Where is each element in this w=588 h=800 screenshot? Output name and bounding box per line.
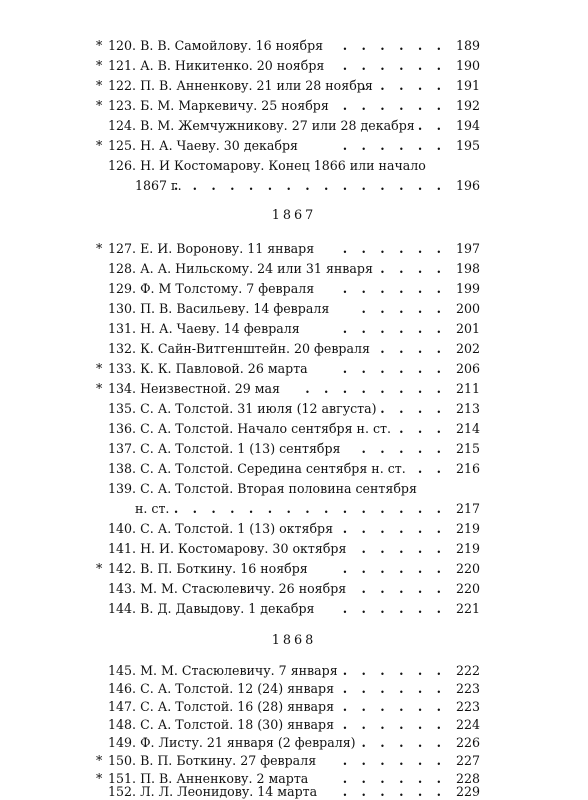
entry-page: 194 [455,118,480,133]
entry-text: С. А. Толстой. 1 (13) октября [140,521,334,536]
entry-number: 144. [108,601,137,616]
entry-leader: . . . . . . [342,98,446,113]
entry-number: 129. [108,281,137,296]
entry-leader: . . . . . [361,581,446,596]
entry-leader: . . . . . . [342,681,446,696]
entry-number: 122. [108,78,137,93]
toc-entry [108,715,480,735]
entry-leader: . . . . . . [342,601,446,616]
entry-text: С. А. Толстой. 31 июля (12 августа) [140,401,377,416]
entry-page: 211 [455,381,480,396]
toc-entry [96,751,480,771]
entry-number: 127. [108,241,137,256]
entry-page: 214 [455,421,480,436]
toc-entry [108,539,480,559]
entry-text: Е. И. Воронову. 11 января [140,241,315,256]
entry-number: 147. [108,699,137,714]
entry-text: С. А. Толстой. Середина сентября н. ст. [140,461,406,476]
entry-star: * [96,361,103,376]
entry-text: К. Сайн-Витгенштейн. 20 февраля [140,341,370,356]
toc-entry [108,733,480,753]
toc-entry [108,679,480,699]
entry-leader: . . . . . . [342,717,446,732]
entry-number: 130. [108,301,137,316]
entry-leader: . . . . . . [342,699,446,714]
entry-page: 220 [455,581,480,596]
toc-entry [108,116,480,136]
entry-page: 221 [455,601,480,616]
entry-leader: . . . . . . . . [305,381,446,396]
entry-leader: . . . . . [361,441,446,456]
entry-text: С. А. Толстой. 18 (30) января [140,717,335,732]
entry-star: * [96,138,103,153]
entry-text: А. В. Никитенко. 20 ноября [140,58,325,73]
entry-page: 228 [455,771,480,786]
entry-page: 229 [455,784,480,799]
entry-page: 217 [455,501,480,516]
entry-number: 128. [108,261,137,276]
toc-entry [108,697,480,717]
toc-entry [96,96,480,116]
entry-leader: . . . . . . [342,281,446,296]
entry-page: 226 [455,735,480,750]
entry-page: 219 [455,521,480,536]
entry-page: 199 [455,281,480,296]
toc-entry [108,785,480,799]
entry-text: Л. Л. Леонидову. 14 марта [140,784,318,799]
toc-entry [108,156,480,176]
entry-text: К. К. Павловой. 26 марта [140,361,308,376]
toc-entry [108,661,480,681]
entry-text: Н. И. Костомарову. 30 октября [140,541,347,556]
entry-text: н. ст. [135,501,170,516]
entry-text: Ф. Листу. 21 января (2 февраля) [140,735,356,750]
entry-leader: . . . . [380,401,446,416]
entry-number: 152. [108,784,137,799]
entry-leader: . . . . . . . . . . . . . . . [173,501,446,516]
entry-page: 195 [455,138,480,153]
entry-page: 224 [455,717,480,732]
entry-text: А. А. Нильскому. 24 или 31 января [140,261,373,276]
entry-text: Ф. М Толстому. 7 февраля [140,281,315,296]
entry-text: П. В. Васильеву. 14 февраля [140,301,330,316]
entry-number: 132. [108,341,137,356]
toc-entry [108,479,480,499]
entry-text: Н. А. Чаеву. 30 декабря [140,138,299,153]
toc-entry [108,299,480,319]
entry-leader: . . . . . [361,301,446,316]
entry-star: * [96,753,103,768]
toc-entry [108,599,480,619]
entry-text: П. В. Анненкову. 2 марта [140,771,309,786]
toc-entry [96,239,480,259]
entry-page: 213 [455,401,480,416]
entry-page: 222 [455,663,480,678]
entry-page: 215 [455,441,480,456]
entry-text: Б. М. Маркевичу. 25 ноября [140,98,329,113]
entry-number: 148. [108,717,137,732]
entry-page: 220 [455,561,480,576]
entry-leader: . . . . . . [342,771,446,786]
entry-number: 141. [108,541,137,556]
entry-text: В. П. Боткину. 16 ноября [140,561,308,576]
entry-text: С. А. Толстой. 12 (24) января [140,681,335,696]
entry-page: 190 [455,58,480,73]
entry-number: 124. [108,118,137,133]
entry-number: 131. [108,321,137,336]
entry-leader: . . . . . . [342,521,446,536]
entry-leader: . . . . . [361,541,446,556]
entry-leader: . . . . . [361,78,446,93]
entry-page: 202 [455,341,480,356]
entry-leader: . . . . [380,341,446,356]
entry-number: 123. [108,98,137,113]
entry-text: С. А. Толстой. 1 (13) сентября [140,441,341,456]
entry-text: 1867 г. [135,178,182,193]
entry-page: 201 [455,321,480,336]
toc-entry [108,439,480,459]
entry-leader: . . . . . . [342,241,446,256]
entry-number: 142. [108,561,137,576]
entry-leader: . . . . . . [342,58,446,73]
entry-leader: . . . . . . [342,561,446,576]
entry-leader: . . . . . [361,735,446,750]
entry-leader: . . . . . . [342,784,446,799]
toc-entry [108,319,480,339]
entry-number: 134. [108,381,137,396]
entry-star: * [96,58,103,73]
entry-text: С. А. Толстой. 16 (28) января [140,699,335,714]
entry-number: 137. [108,441,137,456]
entry-page: 216 [455,461,480,476]
entry-text: В. В. Самойлову. 16 ноября [140,38,324,53]
entry-number: 140. [108,521,137,536]
entry-leader: . . [417,461,446,476]
toc-entry [108,579,480,599]
entry-number: 136. [108,421,137,436]
entry-number: 121. [108,58,137,73]
toc-entry [108,419,480,439]
entry-text: П. В. Анненкову. 21 или 28 ноября [140,78,373,93]
toc-entry [96,136,480,156]
entry-star: * [96,561,103,576]
entry-page: 197 [455,241,480,256]
toc-entry [96,56,480,76]
entry-leader: . . . . . . [342,321,446,336]
entry-text: М. М. Стасюлевичу. 26 ноября [140,581,347,596]
entry-page: 206 [455,361,480,376]
toc-entry [108,399,480,419]
toc-entry [108,279,480,299]
entry-leader: . . . . . . [342,753,446,768]
toc-entry [96,559,480,579]
entry-star: * [96,38,103,53]
entry-star: * [96,98,103,113]
entry-number: 139. [108,481,137,496]
year-heading: 1867 [271,208,317,223]
entry-text: В. П. Боткину. 27 февраля [140,753,317,768]
entry-text: Н. И Костомарову. Конец 1866 или начало [140,158,426,173]
entry-star: * [96,78,103,93]
entry-star: * [96,381,103,396]
entry-page: 223 [455,699,480,714]
entry-leader: . . . . . . [342,138,446,153]
entry-text: С. А. Толстой. Вторая половина сентября [140,481,417,496]
entry-page: 219 [455,541,480,556]
entry-page: 192 [455,98,480,113]
entry-number: 135. [108,401,137,416]
entry-page: 200 [455,301,480,316]
toc-entry [108,259,480,279]
entry-number: 149. [108,735,137,750]
entry-text: С. А. Толстой. Начало сентября н. ст. [140,421,391,436]
entry-number: 126. [108,158,137,173]
entry-leader: . . . . . . [342,361,446,376]
entry-text: В. Д. Давыдову. 1 декабря [140,601,315,616]
toc-entry [96,76,480,96]
entry-page: 198 [455,261,480,276]
entry-text: М. М. Стасюлевичу. 7 января [140,663,338,678]
entry-number: 146. [108,681,137,696]
toc-entry-continuation [135,176,480,196]
entry-leader: . . . . . . [342,663,446,678]
entry-number: 143. [108,581,137,596]
entry-page: 189 [455,38,480,53]
entry-leader: . . . . . . . . . . . . . . . [173,178,446,193]
entry-number: 145. [108,663,137,678]
entry-text: Неизвестной. 29 мая [140,381,280,396]
toc-entry [96,36,480,56]
entry-number: 151. [108,771,137,786]
entry-text: Н. А. Чаеву. 14 февраля [140,321,300,336]
entry-number: 133. [108,361,137,376]
entry-number: 125. [108,138,137,153]
entry-leader: . . . [399,421,446,436]
toc-entry [96,379,480,399]
entry-text: В. М. Жемчужникову. 27 или 28 декабря [140,118,415,133]
toc-entry [108,519,480,539]
entry-number: 150. [108,753,137,768]
entry-leader: . . [417,118,446,133]
toc-entry [96,359,480,379]
entry-star: * [96,241,103,256]
toc-entry-continuation [135,499,480,519]
entry-leader: . . . . . . [342,38,446,53]
entry-page: 191 [455,78,480,93]
entry-page: 223 [455,681,480,696]
toc-entry [108,459,480,479]
entry-page: 196 [455,178,480,193]
entry-star: * [96,771,103,786]
entry-number: 138. [108,461,137,476]
entry-number: 120. [108,38,137,53]
entry-leader: . . . . [380,261,446,276]
entry-page: 227 [455,753,480,768]
toc-entry [108,339,480,359]
year-heading: 1868 [271,633,317,648]
